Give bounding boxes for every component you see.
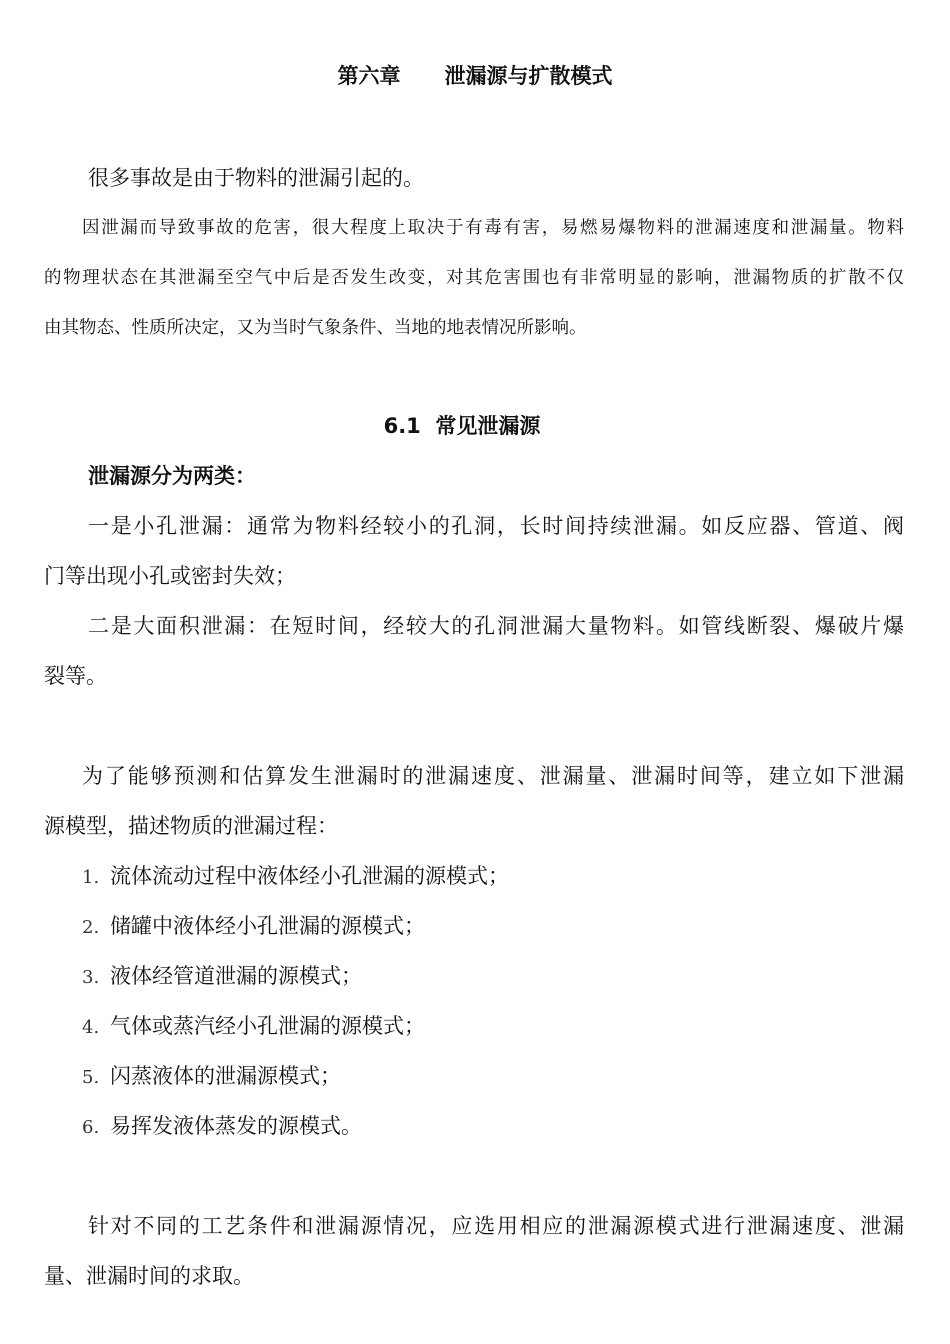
list-number: 1. xyxy=(82,867,100,888)
chapter-name: 泄漏源与扩散模式 xyxy=(444,64,613,88)
intro-para-line-2: 的物理状态在其泄漏至空气中后是否发生改变，对其危害围也有非常明显的影响，泄漏物质的扩散不仅 xyxy=(44,268,904,288)
list-number: 5. xyxy=(82,1067,100,1088)
purpose-line-2: 源模型，描述物质的泄漏过程： xyxy=(44,814,338,838)
closing-line-2: 量、泄漏时间的求取。 xyxy=(44,1264,254,1288)
model-list-item xyxy=(82,1060,341,1090)
types-heading: 泄漏源分为两类： xyxy=(88,464,256,488)
list-number: 4. xyxy=(82,1017,100,1038)
intro-para-line-3: 由其物态、性质所决定，又为当时气象条件、当地的地表情况所影响。 xyxy=(44,318,587,338)
model-list-item xyxy=(82,1010,425,1040)
list-number: 6. xyxy=(82,1117,100,1138)
model-list-item xyxy=(82,860,509,890)
model-list-item xyxy=(82,960,362,990)
list-text: 易挥发液体蒸发的源模式。 xyxy=(110,1114,362,1138)
list-text: 液体经管道泄漏的源模式； xyxy=(110,964,362,988)
type1-line-2: 门等出现小孔或密封失效； xyxy=(44,564,296,588)
list-text: 气体或蒸汽经小孔泄漏的源模式； xyxy=(110,1014,425,1038)
intro-para-line-1: 因泄漏而导致事故的危害，很大程度上取决于有毒有害，易燃易爆物料的泄漏速度和泄漏量。物料 xyxy=(82,218,904,238)
intro-lead: 很多事故是由于物料的泄漏引起的。 xyxy=(88,166,424,190)
model-list-item xyxy=(82,910,425,940)
type2-line-1: 二是大面积泄漏：在短时间，经较大的孔洞泄漏大量物料。如管线断裂、爆破片爆 xyxy=(88,614,904,638)
list-number: 3. xyxy=(82,967,100,988)
section-title xyxy=(0,410,924,440)
section-name: 常见泄漏源 xyxy=(435,414,541,438)
chapter-title xyxy=(0,60,950,90)
purpose-line-1: 为了能够预测和估算发生泄漏时的泄漏速度、泄漏量、泄漏时间等，建立如下泄漏 xyxy=(82,764,904,788)
closing-line-1: 针对不同的工艺条件和泄漏源情况，应选用相应的泄漏源模式进行泄漏速度、泄漏 xyxy=(88,1214,904,1238)
section-number: 6.1 xyxy=(383,414,421,438)
list-number: 2. xyxy=(82,917,100,938)
list-text: 闪蒸液体的泄漏源模式； xyxy=(110,1064,341,1088)
type1-line-1: 一是小孔泄漏：通常为物料经较小的孔洞，长时间持续泄漏。如反应器、管道、阀 xyxy=(88,514,904,538)
list-text: 流体流动过程中液体经小孔泄漏的源模式； xyxy=(110,864,509,888)
type2-line-2: 裂等。 xyxy=(44,664,107,688)
chapter-label: 第六章 xyxy=(337,64,401,88)
list-text: 储罐中液体经小孔泄漏的源模式； xyxy=(110,914,425,938)
model-list-item xyxy=(82,1110,362,1140)
